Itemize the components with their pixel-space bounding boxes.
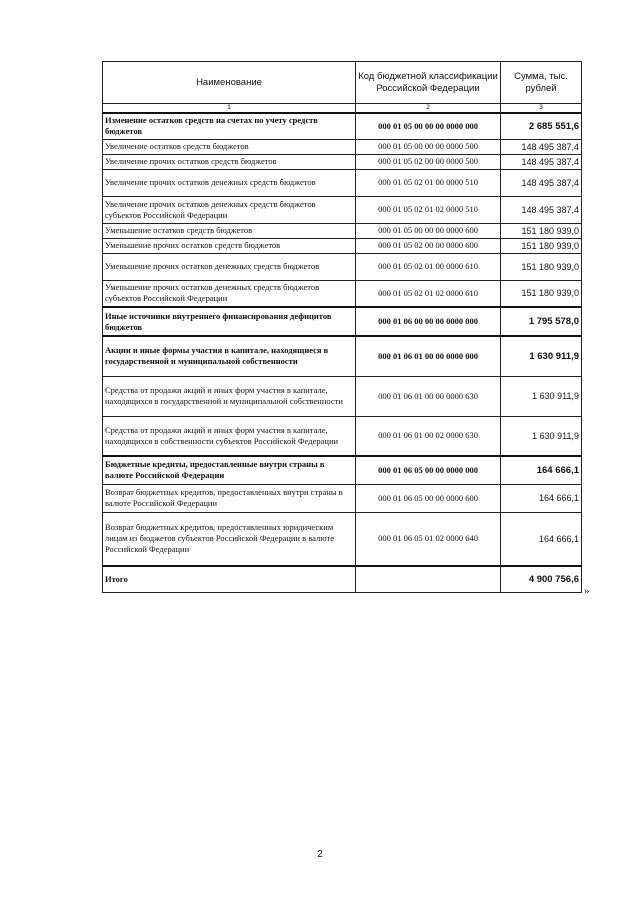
table-row (103, 154, 582, 169)
row-code: 000 01 05 02 01 00 0000 610 (356, 253, 501, 280)
row-code: 000 01 05 02 00 00 0000 600 (356, 238, 501, 253)
row-code: 000 01 05 02 00 00 0000 500 (356, 154, 501, 169)
row-sum: 2 685 551,6 (501, 113, 582, 139)
table-body (103, 113, 582, 592)
column-number-row (103, 104, 582, 114)
row-code: 000 01 05 00 00 00 0000 600 (356, 223, 501, 238)
row-code: 000 01 06 05 00 00 0000 000 (356, 456, 501, 484)
table-row (103, 512, 582, 566)
row-code: 000 01 05 02 01 00 0000 510 (356, 169, 501, 196)
row-code: 000 01 05 00 00 00 0000 500 (356, 139, 501, 154)
row-sum: 151 180 939,0 (501, 223, 582, 238)
row-name: Увеличение прочих остатков денежных средств бюджетов субъектов Российской Федерации (103, 196, 356, 223)
row-code: 000 01 06 01 00 02 0000 630 (356, 416, 501, 456)
column-number: 3 (501, 104, 582, 114)
row-name: Увеличение прочих остатков денежных средств бюджетов (103, 169, 356, 196)
row-name: Возврат бюджетных кредитов, предоставленных юридическим лицам из бюджетов субъектов Российской Федерации в валюте Российской Федерации (103, 512, 356, 566)
row-sum: 148 495 387,4 (501, 169, 582, 196)
row-name: Возврат бюджетных кредитов, предоставленных внутри страны в валюте Российской Федерации (103, 484, 356, 512)
row-sum: 4 900 756,6 (501, 566, 582, 592)
row-code: 000 01 05 00 00 00 0000 000 (356, 113, 501, 139)
row-sum: 1 630 911,9 (501, 336, 582, 376)
closing-quote: » (584, 585, 590, 597)
table-row (103, 196, 582, 223)
table-row (103, 456, 582, 484)
row-code: 000 01 05 02 01 02 0000 510 (356, 196, 501, 223)
row-code: 000 01 05 02 01 02 0000 610 (356, 280, 501, 307)
table-row (103, 566, 582, 592)
table-row (103, 280, 582, 307)
row-sum: 148 495 387,4 (501, 154, 582, 169)
row-sum: 151 180 939,0 (501, 253, 582, 280)
row-sum: 164 666,1 (501, 484, 582, 512)
table-row (103, 253, 582, 280)
row-sum: 151 180 939,0 (501, 238, 582, 253)
table-row (103, 376, 582, 416)
row-sum: 1 630 911,9 (501, 416, 582, 456)
row-name: Увеличение прочих остатков средств бюджетов (103, 154, 356, 169)
row-code: 000 01 06 05 01 02 0000 640 (356, 512, 501, 566)
table-row (103, 223, 582, 238)
row-name: Изменение остатков средств на счетах по учету средств бюджетов (103, 113, 356, 139)
table-row (103, 484, 582, 512)
row-name: Уменьшение прочих остатков денежных средств бюджетов (103, 253, 356, 280)
table-row (103, 307, 582, 336)
row-sum: 164 666,1 (501, 456, 582, 484)
row-name: Уменьшение прочих остатков средств бюджетов (103, 238, 356, 253)
table-row (103, 416, 582, 456)
table-row (103, 113, 582, 139)
row-name: Средства от продажи акций и иных форм участия в капитале, находящихся в государственной и муниципальной собственности (103, 376, 356, 416)
row-code (356, 566, 501, 592)
row-code: 000 01 06 00 00 00 0000 000 (356, 307, 501, 336)
table-row (103, 336, 582, 376)
row-name: Уменьшение прочих остатков денежных средств бюджетов субъектов Российской Федерации (103, 280, 356, 307)
budget-sources-table (102, 61, 582, 593)
row-name: Итого (103, 566, 356, 592)
row-code: 000 01 06 01 00 00 0000 000 (356, 336, 501, 376)
row-sum: 148 495 387,4 (501, 139, 582, 154)
table-row (103, 169, 582, 196)
row-code: 000 01 06 01 00 00 0000 630 (356, 376, 501, 416)
table-row (103, 139, 582, 154)
row-name: Иные источники внутреннего финансирования дефицитов бюджетов (103, 307, 356, 336)
header-sum: Сумма, тыс. рублей (501, 62, 582, 104)
row-name: Уменьшение остатков средств бюджетов (103, 223, 356, 238)
row-name: Средства от продажи акций и иных форм участия в капитале, находящихся в собственности субъектов Российской Федерации (103, 416, 356, 456)
row-sum: 1 630 911,9 (501, 376, 582, 416)
row-sum: 148 495 387,4 (501, 196, 582, 223)
row-sum: 164 666,1 (501, 512, 582, 566)
page-number: 2 (317, 849, 323, 860)
column-number: 2 (356, 104, 501, 114)
row-name: Увеличение остатков средств бюджетов (103, 139, 356, 154)
column-number: 1 (103, 104, 356, 114)
table-row (103, 238, 582, 253)
row-name: Акции и иные формы участия в капитале, находящиеся в государственной и муниципальной собственности (103, 336, 356, 376)
row-sum: 1 795 578,0 (501, 307, 582, 336)
row-name: Бюджетные кредиты, предоставленные внутри страны в валюте Российской Федерации (103, 456, 356, 484)
header-code: Код бюджетной классификации Российской Федерации (356, 62, 501, 104)
row-code: 000 01 06 05 00 00 0000 600 (356, 484, 501, 512)
table-header-row (103, 62, 582, 104)
header-name: Наименование (103, 62, 356, 104)
row-sum: 151 180 939,0 (501, 280, 582, 307)
